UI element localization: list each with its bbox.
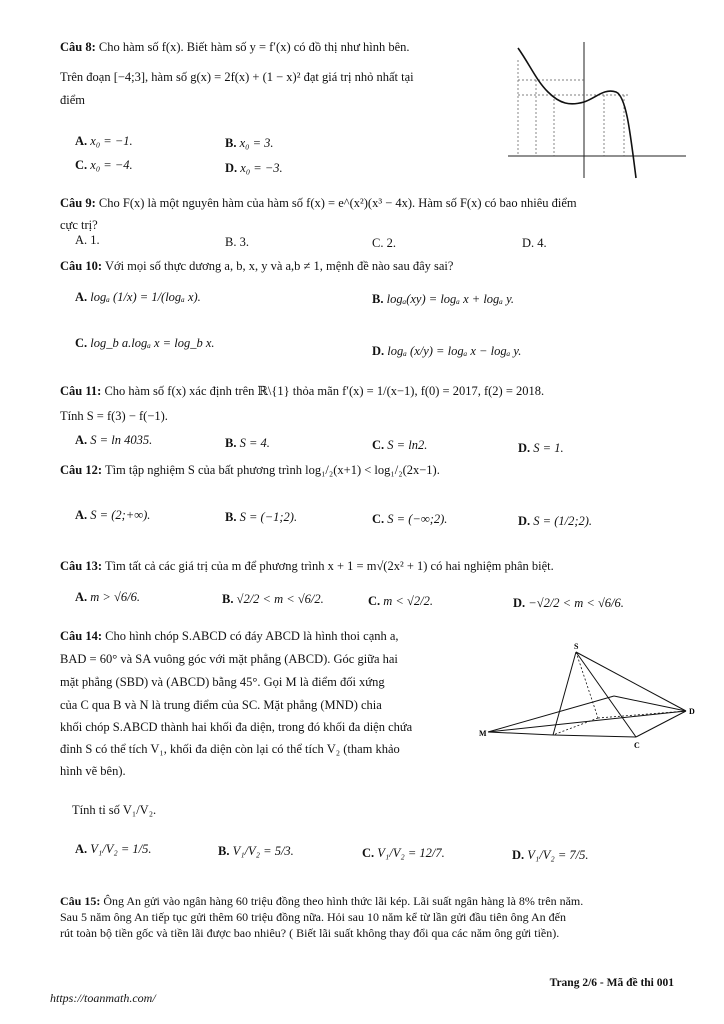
- q9-option-c[interactable]: C. 2.: [372, 236, 396, 250]
- q14-b-value: V₁/V₂ = 5/3.: [232, 844, 294, 858]
- q14-line2: BAD = 60° và SA vuông góc với mặt phẳng (ABCD). Góc giữa hai: [60, 652, 398, 666]
- q11-option-a[interactable]: [75, 433, 152, 448]
- q14-c-letter: C.: [362, 846, 375, 860]
- q9-label: Câu 9:: [60, 196, 96, 210]
- q10-label: Câu 10:: [60, 259, 103, 273]
- q9-option-a[interactable]: A. 1.: [75, 233, 100, 247]
- q11-text1: Cho hàm số f(x) xác định trên ℝ\{1} thỏa mãn f′(x) = 1/(x−1), f(0) = 2017, f(2) = 2018.: [104, 384, 545, 398]
- q11-d-value: S = 1.: [533, 441, 564, 455]
- q8-derivative-graph: [508, 40, 688, 180]
- q13-line1: [60, 559, 554, 574]
- q14-line3: mặt phẳng (SBD) và (ABCD) bằng 45°. Gọi M là điểm đối xứng: [60, 675, 385, 689]
- fig-label-m: M: [479, 729, 487, 738]
- q12-b-value: S = (−1;2).: [239, 510, 298, 524]
- q13-d-letter: D.: [513, 596, 526, 610]
- q15-line1: [60, 894, 583, 909]
- q11-line2: Tính S = f(3) − f(−1).: [60, 409, 168, 423]
- q8-c-letter: C.: [75, 158, 88, 172]
- edge-sc: [576, 652, 636, 737]
- q8-option-c[interactable]: [75, 158, 133, 173]
- q14-b-letter: B.: [218, 844, 230, 858]
- q13-text1: Tìm tất cả các giá trị của m để phương trình x + 1 = m√(2x² + 1) có hai nghiệm phân biệt.: [104, 559, 554, 573]
- q14-a-letter: A.: [75, 842, 88, 856]
- q10-option-b[interactable]: [372, 292, 514, 307]
- q10-d-value: logₐ (x/y) = logₐ x − logₐ y.: [387, 344, 522, 358]
- q8-c-value: x₀ = −4.: [90, 158, 133, 172]
- q11-b-value: S = 4.: [239, 436, 270, 450]
- q12-d-letter: D.: [518, 514, 531, 528]
- q14-a-value: V₁/V₂ = 1/5.: [90, 842, 152, 856]
- q13-d-value: −√2/2 < m < √6/6.: [528, 596, 624, 610]
- q8-b-letter: B.: [225, 136, 237, 150]
- q14-line5: khối chóp S.ABCD thành hai khối đa diện, trong đó khối đa diện chứa: [60, 720, 413, 734]
- q11-c-letter: C.: [372, 438, 385, 452]
- q10-option-d[interactable]: [372, 344, 521, 359]
- edge-mn: [488, 696, 614, 732]
- q10-a-value: logₐ (1/x) = 1/(logₐ x).: [90, 290, 201, 304]
- q11-option-d[interactable]: [518, 441, 564, 456]
- q12-text1: Tìm tập nghiệm S của bất phương trình log₁/₂(x+1) < log₁/₂(2x−1).: [104, 463, 440, 477]
- q8-option-a[interactable]: [75, 134, 133, 149]
- q8-b-value: x₀ = 3.: [239, 136, 274, 150]
- q10-d-letter: D.: [372, 344, 385, 358]
- q12-option-d[interactable]: [518, 514, 592, 529]
- q15-line3: rút toàn bộ tiền gốc và tiền lãi được bao nhiêu? ( Biết lãi suất không thay đổi qua các năm ông gửi tiền).: [60, 926, 560, 940]
- q14-option-b[interactable]: [218, 844, 294, 859]
- q8-d-value: x₀ = −3.: [240, 161, 283, 175]
- page-footer: Trang 2/6 - Mã đề thi 001: [549, 977, 674, 989]
- q10-c-value: log_b a.logₐ x = log_b x.: [90, 336, 215, 350]
- q14-c-value: V₁/V₂ = 12/7.: [377, 846, 445, 860]
- q11-a-letter: A.: [75, 433, 88, 447]
- q8-option-b[interactable]: [225, 136, 274, 151]
- fig-label-s: S: [574, 642, 579, 651]
- fig-label-c: C: [634, 741, 640, 750]
- q14-option-a[interactable]: [75, 842, 152, 857]
- q11-d-letter: D.: [518, 441, 531, 455]
- q8-line1: [60, 40, 410, 55]
- q14-pyramid-figure: [478, 640, 700, 752]
- edge-md: [488, 711, 686, 732]
- source-url[interactable]: https://toanmath.com/: [50, 991, 156, 1005]
- fig-label-d: D: [689, 707, 695, 716]
- q10-c-letter: C.: [75, 336, 88, 350]
- q13-label: Câu 13:: [60, 559, 103, 573]
- q13-a-letter: A.: [75, 590, 88, 604]
- q10-line1: [60, 259, 453, 274]
- q8-line3: điểm: [60, 93, 85, 107]
- q9-option-b[interactable]: B. 3.: [225, 235, 249, 249]
- q14-d-letter: D.: [512, 848, 525, 862]
- q11-line1: [60, 384, 544, 399]
- q12-c-letter: C.: [372, 512, 385, 526]
- q10-b-letter: B.: [372, 292, 384, 306]
- q12-option-b[interactable]: [225, 510, 297, 525]
- q8-option-d[interactable]: [225, 161, 283, 176]
- q9-line2: cực trị?: [60, 218, 98, 232]
- q14-line1: [60, 629, 399, 644]
- edge-bc: [553, 735, 636, 737]
- q11-label: Câu 11:: [60, 384, 102, 398]
- q12-a-letter: A.: [75, 508, 88, 522]
- q13-c-letter: C.: [368, 594, 381, 608]
- q8-line2: Trên đoạn [−4;3], hàm số g(x) = 2f(x) + (1 − x)² đạt giá trị nhỏ nhất tại: [60, 70, 414, 84]
- q14-line7: hình vẽ bên).: [60, 764, 126, 778]
- q10-b-value: logₐ(xy) = logₐ x + logₐ y.: [386, 292, 515, 306]
- q8-d-letter: D.: [225, 161, 238, 175]
- q13-option-d[interactable]: [513, 596, 624, 611]
- q15-text1: Ông An gửi vào ngân hàng 60 triệu đồng theo hình thức lãi kép. Lãi suất ngân hàng là 8% trên năm.: [103, 894, 584, 908]
- q10-option-a[interactable]: [75, 290, 201, 305]
- q12-b-letter: B.: [225, 510, 237, 524]
- q14-option-d[interactable]: [512, 848, 589, 863]
- q12-c-value: S = (−∞;2).: [387, 512, 448, 526]
- q13-c-value: m < √2/2.: [383, 594, 433, 608]
- q9-text1: Cho F(x) là một nguyên hàm của hàm số f(x) = e^(x²)(x³ − 4x). Hàm số F(x) có bao nhiêu điểm: [98, 196, 577, 210]
- q14-ratio-prompt: Tính tỉ số V₁/V₂.: [72, 803, 157, 817]
- q12-d-value: S = (1/2;2).: [533, 514, 593, 528]
- q12-line1: [60, 463, 440, 478]
- q13-option-a[interactable]: [75, 590, 140, 605]
- q9-option-d[interactable]: D. 4.: [522, 236, 547, 250]
- q14-line4: của C qua B và N là trung điểm của SC. Mặt phẳng (MND) chia: [60, 698, 382, 712]
- q8-a-letter: A.: [75, 134, 88, 148]
- q14-text1: Cho hình chóp S.ABCD có đáy ABCD là hình thoi cạnh a,: [105, 629, 399, 643]
- q11-option-c[interactable]: [372, 438, 427, 453]
- q8-text1: Cho hàm số f(x). Biết hàm số y = f′(x) có đồ thị như hình bên.: [98, 40, 410, 54]
- q13-b-letter: B.: [222, 592, 234, 606]
- q8-a-value: x₀ = −1.: [90, 134, 133, 148]
- q9-line1: [60, 196, 577, 211]
- q14-line6: đỉnh S có thể tích V₁, khối đa diện còn lại có thể tích V₂ (tham khảo: [60, 742, 400, 756]
- q11-option-b[interactable]: [225, 436, 270, 451]
- q11-a-value: S = ln 4035.: [90, 433, 153, 447]
- q10-a-letter: A.: [75, 290, 88, 304]
- q12-option-c[interactable]: [372, 512, 447, 527]
- q10-option-c[interactable]: [75, 336, 215, 351]
- q11-b-letter: B.: [225, 436, 237, 450]
- q15-line2: Sau 5 năm ông An tiếp tục gửi thêm 60 triệu đồng nữa. Hỏi sau 10 năm kể từ lần gửi đầu tiên ông An đến: [60, 910, 566, 924]
- q14-label: Câu 14:: [60, 629, 103, 643]
- q12-option-a[interactable]: [75, 508, 150, 523]
- edge-nd: [614, 696, 686, 711]
- q13-option-b[interactable]: [222, 592, 324, 607]
- q11-c-value: S = ln2.: [387, 438, 428, 452]
- q10-text1: Với mọi số thực dương a, b, x, y và a,b ≠ 1, mệnh đề nào sau đây sai?: [104, 259, 454, 273]
- q14-option-c[interactable]: [362, 846, 445, 861]
- edge-mb: [488, 732, 553, 735]
- q13-option-c[interactable]: [368, 594, 433, 609]
- q8-label: Câu 8:: [60, 40, 96, 54]
- q12-label: Câu 12:: [60, 463, 103, 477]
- q13-a-value: m > √6/6.: [90, 590, 140, 604]
- q12-a-value: S = (2;+∞).: [90, 508, 151, 522]
- q14-d-value: V₁/V₂ = 7/5.: [527, 848, 589, 862]
- q15-label: Câu 15:: [60, 894, 101, 908]
- q13-b-value: √2/2 < m < √6/2.: [236, 592, 324, 606]
- edge-cd: [636, 711, 686, 737]
